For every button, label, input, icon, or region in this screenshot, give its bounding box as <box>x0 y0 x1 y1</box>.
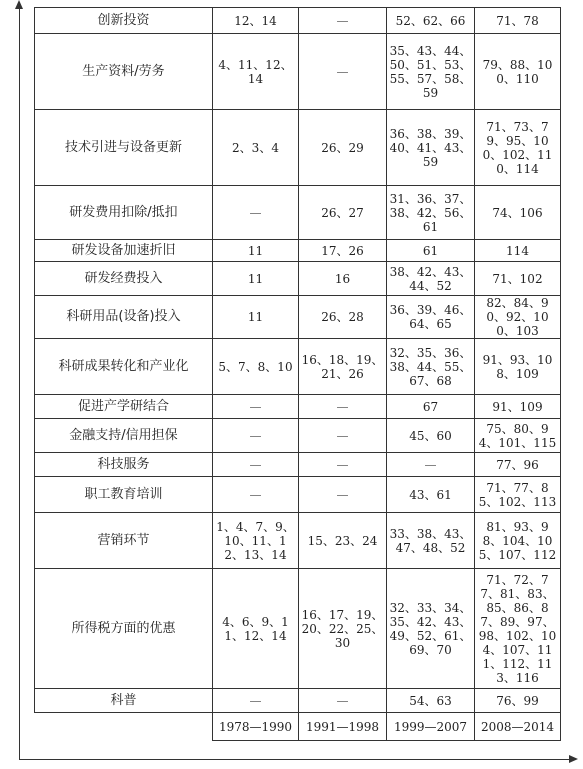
table-cell: 74、106 <box>475 186 561 240</box>
table-cell: 77、96 <box>475 453 561 477</box>
table-cell: — <box>299 689 387 713</box>
table-cell: — <box>213 419 299 453</box>
table-row <box>35 8 561 34</box>
period-label: 1991—1998 <box>299 713 387 741</box>
table-cell: 33、38、43、47、48、52 <box>387 513 475 569</box>
table-cell: 16、17、19、20、22、25、30 <box>299 569 387 689</box>
table-cell: 1、4、7、9、10、11、12、13、14 <box>213 513 299 569</box>
table-row <box>35 569 561 689</box>
table-cell: 26、27 <box>299 186 387 240</box>
table-cell: — <box>299 419 387 453</box>
table-cell: 91、109 <box>475 395 561 419</box>
x-axis-line <box>19 759 571 760</box>
row-label: 研发经费投入 <box>35 262 213 296</box>
table-row <box>35 339 561 395</box>
table-cell: 67 <box>387 395 475 419</box>
row-label: 科技服务 <box>35 453 213 477</box>
period-label: 1978—1990 <box>213 713 299 741</box>
table-cell: 54、63 <box>387 689 475 713</box>
period-label: 1999—2007 <box>387 713 475 741</box>
table-row <box>35 296 561 339</box>
table-row <box>35 419 561 453</box>
table-row <box>35 262 561 296</box>
table-cell: — <box>299 395 387 419</box>
row-label: 研发设备加速折旧 <box>35 240 213 262</box>
table-cell: 32、35、36、38、44、55、67、68 <box>387 339 475 395</box>
table-cell: 32、33、34、35、42、43、49、52、61、69、70 <box>387 569 475 689</box>
table-cell: — <box>299 34 387 110</box>
row-label: 科研成果转化和产业化 <box>35 339 213 395</box>
row-label: 金融支持/信用担保 <box>35 419 213 453</box>
row-label: 创新投资 <box>35 8 213 34</box>
table-cell: — <box>299 8 387 34</box>
row-label: 研发费用扣除/抵扣 <box>35 186 213 240</box>
table-cell: 11 <box>213 262 299 296</box>
row-label: 技术引进与设备更新 <box>35 110 213 186</box>
table-row <box>35 34 561 110</box>
period-label: 2008—2014 <box>475 713 561 741</box>
table-cell: 31、36、37、38、42、56、61 <box>387 186 475 240</box>
table-cell: 114 <box>475 240 561 262</box>
table-cell: — <box>213 453 299 477</box>
table-cell: — <box>299 453 387 477</box>
table-cell: 81、93、98、104、105、107、112 <box>475 513 561 569</box>
table-row <box>35 513 561 569</box>
table-row <box>35 689 561 713</box>
table-cell: — <box>213 477 299 513</box>
table-cell: 79、88、100、110 <box>475 34 561 110</box>
table-cell: 75、80、94、101、115 <box>475 419 561 453</box>
table-cell: 82、84、90、92、100、103 <box>475 296 561 339</box>
table-cell: 16 <box>299 262 387 296</box>
row-label: 职工教育培训 <box>35 477 213 513</box>
table-cell: 4、6、9、11、12、14 <box>213 569 299 689</box>
table-cell: 71、72、77、81、83、85、86、87、89、97、98、102、104、107、111、112、113、116 <box>475 569 561 689</box>
table-cell: 43、61 <box>387 477 475 513</box>
table-cell: 71、77、85、102、113 <box>475 477 561 513</box>
table-cell: 15、23、24 <box>299 513 387 569</box>
table-cell: 52、62、66 <box>387 8 475 34</box>
table-cell: 71、78 <box>475 8 561 34</box>
x-axis-arrow-icon <box>569 755 578 763</box>
table-cell: 11 <box>213 296 299 339</box>
table-cell: — <box>213 395 299 419</box>
table-cell: 36、39、46、64、65 <box>387 296 475 339</box>
table-cell: 38、42、43、44、52 <box>387 262 475 296</box>
row-label: 科普 <box>35 689 213 713</box>
table-cell: 61 <box>387 240 475 262</box>
table-cell: 26、29 <box>299 110 387 186</box>
table-cell: 17、26 <box>299 240 387 262</box>
table-row <box>35 453 561 477</box>
period-row <box>35 713 561 741</box>
table-cell: 26、28 <box>299 296 387 339</box>
policy-table <box>34 7 561 741</box>
table-cell: 35、43、44、50、51、53、55、57、58、59 <box>387 34 475 110</box>
table-cell: — <box>299 477 387 513</box>
table-cell: — <box>387 453 475 477</box>
table-cell: 45、60 <box>387 419 475 453</box>
row-label: 营销环节 <box>35 513 213 569</box>
table-cell: — <box>213 186 299 240</box>
row-label: 所得税方面的优惠 <box>35 569 213 689</box>
table-cell: 36、38、39、40、41、43、59 <box>387 110 475 186</box>
table-row <box>35 186 561 240</box>
table-cell: 11 <box>213 240 299 262</box>
table-cell: 4、11、12、14 <box>213 34 299 110</box>
period-row-blank <box>35 713 213 741</box>
table-cell: 12、14 <box>213 8 299 34</box>
table-cell: 71、102 <box>475 262 561 296</box>
table-cell: — <box>213 689 299 713</box>
row-label: 生产资料/劳务 <box>35 34 213 110</box>
table-cell: 16、18、19、21、26 <box>299 339 387 395</box>
table-row <box>35 110 561 186</box>
policy-table-body <box>35 8 561 741</box>
table-cell: 71、73、79、95、100、102、110、114 <box>475 110 561 186</box>
row-label: 促进产学研结合 <box>35 395 213 419</box>
row-label: 科研用品(设备)投入 <box>35 296 213 339</box>
table-cell: 91、93、108、109 <box>475 339 561 395</box>
table-cell: 76、99 <box>475 689 561 713</box>
table-cell: 5、7、8、10 <box>213 339 299 395</box>
table-cell: 2、3、4 <box>213 110 299 186</box>
table-row <box>35 395 561 419</box>
table-row <box>35 240 561 262</box>
y-axis-line <box>19 8 20 760</box>
table-row <box>35 477 561 513</box>
